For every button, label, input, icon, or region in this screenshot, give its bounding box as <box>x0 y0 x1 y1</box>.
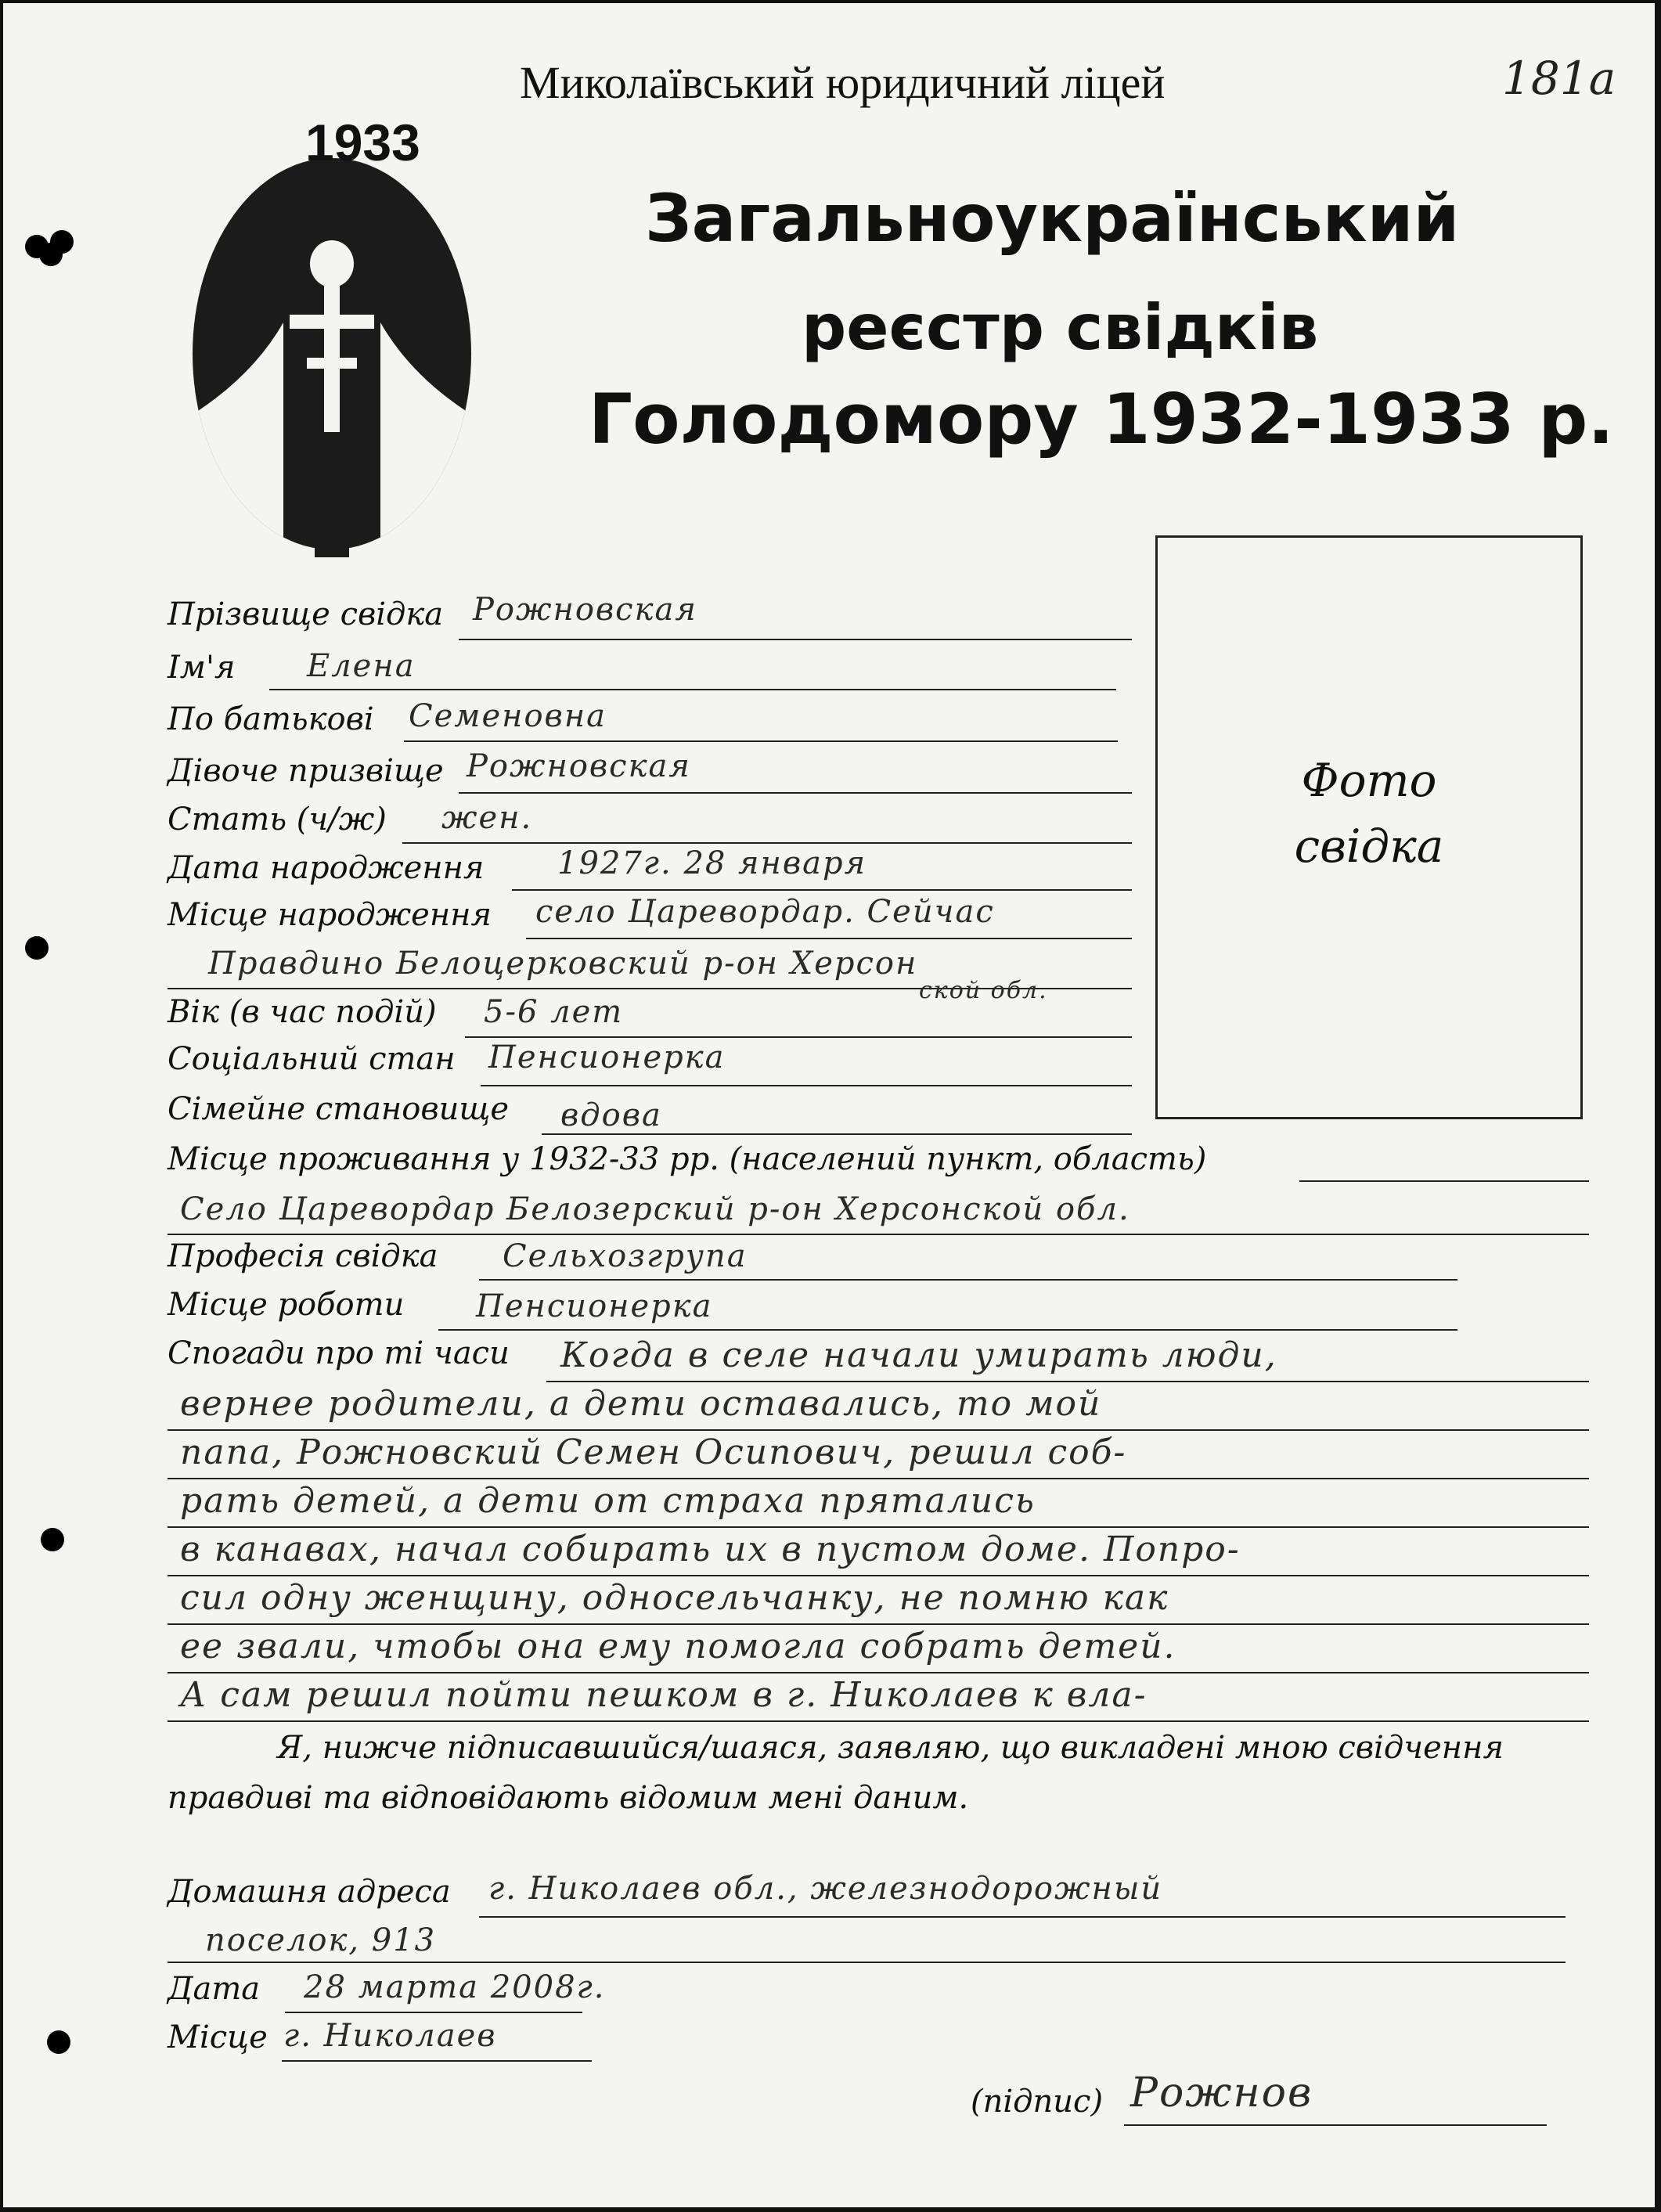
workplace-label: Місце роботи <box>168 1287 405 1323</box>
residence-line-1 <box>1299 1180 1589 1182</box>
residence-value: Село Царевордар Белозерский р-он Херсонской обл. <box>180 1191 1130 1227</box>
memories-line <box>168 1429 1589 1431</box>
birth-date-label: Дата народження <box>168 850 485 886</box>
social-status-line <box>481 1085 1132 1086</box>
surname-label: Прізвище свідка <box>168 596 444 632</box>
workplace-line <box>438 1329 1457 1331</box>
place-line <box>282 2060 592 2062</box>
patronymic-value: Семеновна <box>409 698 607 734</box>
profession-label: Професія свідка <box>168 1238 438 1274</box>
patronymic-label: По батькові <box>168 701 374 737</box>
address-value-2: поселок, 913 <box>205 1922 437 1958</box>
memories-line-text: А сам решил пойти пешком в г. Николаев к вла- <box>180 1675 1148 1715</box>
memories-line <box>168 1575 1589 1576</box>
signature-value: Рожнов <box>1130 2070 1313 2117</box>
address-line-1 <box>479 1916 1566 1918</box>
sex-value: жен. <box>441 800 533 836</box>
memories-line <box>168 1623 1589 1625</box>
birth-date-line <box>512 889 1132 891</box>
birth-place-line-1 <box>526 938 1132 939</box>
birth-place-value-3: ской обл. <box>919 977 1048 1004</box>
age-line <box>465 1036 1132 1038</box>
place-value: г. Николаев <box>283 2018 497 2054</box>
age-label: Вік (в час подій) <box>168 994 437 1030</box>
binder-hole <box>41 1528 64 1551</box>
declaration-line-2: правдиві та відповідають відомим мені даним. <box>168 1780 969 1816</box>
memories-line <box>168 1526 1589 1528</box>
profession-value: Сельхозгрупа <box>503 1238 748 1274</box>
binder-hole <box>39 243 63 266</box>
photo-box <box>1155 535 1583 1119</box>
family-status-line <box>542 1133 1132 1135</box>
date-line <box>285 2012 582 2013</box>
name-value: Елена <box>307 648 416 684</box>
maiden-name-value: Рожновская <box>467 748 691 784</box>
address-value-1: г. Николаев обл., железнодорожный <box>488 1871 1163 1907</box>
profession-line <box>479 1279 1457 1281</box>
place-label: Місце <box>168 2019 268 2055</box>
residence-label: Місце проживання у 1932-33 рр. (населений пункт, область) <box>168 1141 1207 1177</box>
logo-year: 1933 <box>305 113 420 171</box>
memories-line-text: Когда в селе начали умирать люди, <box>560 1335 1277 1375</box>
binder-hole <box>25 936 49 960</box>
date-label: Дата <box>168 1971 261 2007</box>
page-number: 181a <box>1502 52 1616 105</box>
title-line-1: Загальноукраїнський <box>645 180 1460 257</box>
memories-line-text: папа, Рожновский Семен Осипович, решил соб- <box>180 1432 1127 1472</box>
address-label: Домашня адреса <box>168 1874 451 1910</box>
maiden-name-label: Дівоче призвіще <box>168 753 444 789</box>
sex-label: Стать (ч/ж) <box>168 802 387 838</box>
birth-place-label: Місце народження <box>168 897 492 933</box>
declaration-line-1: Я, нижче підписавшийся/шаяся, заявляю, що викладені мною свідчення <box>277 1730 1504 1766</box>
age-value: 5-6 лет <box>484 994 624 1030</box>
address-line-2 <box>168 1962 1566 1963</box>
patronymic-line <box>404 740 1118 742</box>
date-value: 28 марта 2008г. <box>304 1969 606 2005</box>
photo-label: Фото свідка <box>1294 754 1444 873</box>
memories-label: Спогади про ті часи <box>168 1335 510 1371</box>
signature-line <box>1124 2124 1547 2126</box>
memories-line-text: сил одну женщину, односельчанку, не помню как <box>180 1578 1169 1618</box>
holodomor-memorial-logo <box>189 119 474 557</box>
memories-line <box>168 1672 1589 1673</box>
sex-line <box>402 842 1132 844</box>
memories-line-0 <box>546 1381 1589 1382</box>
memories-line-text: вернее родители, а дети оставались, то мой <box>180 1384 1102 1424</box>
memories-line <box>168 1478 1589 1479</box>
birth-place-value-2: Правдино Белоцерковский р-он Херсон <box>208 946 918 982</box>
social-status-label: Соціальний стан <box>168 1041 456 1077</box>
signature-label: (підпис) <box>971 2084 1104 2120</box>
school-name: Миколаївський юридичний ліцей <box>520 57 1166 108</box>
surname-line <box>459 639 1132 640</box>
workplace-value: Пенсионерка <box>476 1288 713 1324</box>
memories-line-text: рать детей, а дети от страха прятались <box>180 1481 1036 1521</box>
title-line-2: реєстр свідків <box>802 291 1319 364</box>
memories-line <box>168 1720 1589 1722</box>
memories-line-text: в канавах, начал собирать их в пустом доме. Попро- <box>180 1529 1241 1569</box>
family-status-value: вдова <box>560 1097 662 1133</box>
binder-hole <box>47 2030 70 2054</box>
title-line-3: Голодомору 1932-1933 р. <box>589 379 1614 459</box>
name-line <box>269 689 1116 690</box>
maiden-name-line <box>459 792 1132 794</box>
social-status-value: Пенсионерка <box>488 1039 726 1075</box>
residence-line-2 <box>168 1234 1589 1235</box>
family-status-label: Сімейне становище <box>168 1091 510 1127</box>
birth-date-value: 1927г. 28 января <box>557 845 867 881</box>
registry-form-sheet <box>3 3 1655 2207</box>
memories-line-text: ее звали, чтобы она ему помогла собрать детей. <box>180 1627 1176 1666</box>
surname-value: Рожновская <box>473 592 697 628</box>
birth-place-value-1: село Царевордар. Сейчас <box>535 894 995 930</box>
name-label: Ім'я <box>168 650 236 686</box>
